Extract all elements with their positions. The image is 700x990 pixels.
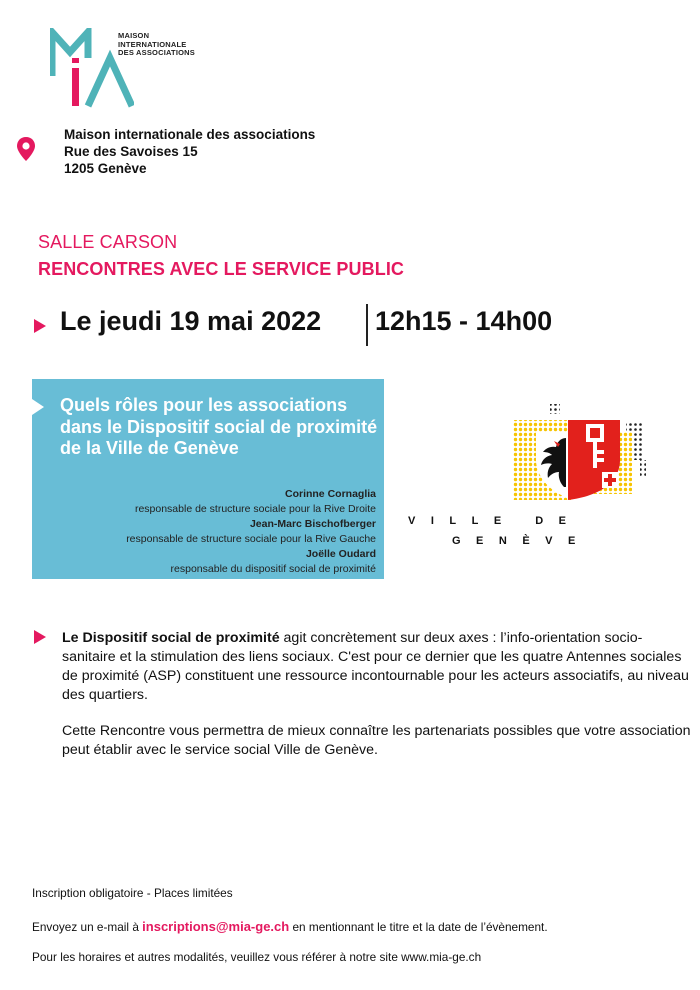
address-line-3: 1205 Genève <box>64 161 147 176</box>
address-line-2: Rue des Savoises 15 <box>64 144 198 159</box>
speaker-role: responsable de structure sociale pour la Rive Gauche <box>126 533 376 545</box>
org-name-line: DES ASSOCIATIONS <box>118 48 195 57</box>
location-pin-icon <box>16 136 36 162</box>
address-line-1: Maison internationale des associations <box>64 127 316 142</box>
partner-name-line-2: GENÈVE <box>452 535 591 547</box>
theme-title: Quels rôles pour les associations dans le Dispositif social de proximité de la Ville de Genève <box>60 395 378 458</box>
registration-notice: Inscription obligatoire - Places limitées <box>32 886 233 900</box>
ville-de-geneve-emblem-icon <box>508 402 652 506</box>
website-notice: Pour les horaires et autres modalités, veuillez vous référer à notre site www.mia-ge.ch <box>32 950 482 964</box>
description-paragraph-1 <box>62 629 692 705</box>
org-name-line: MAISON <box>118 31 150 40</box>
body-arrow-icon <box>34 630 46 644</box>
speaker-role: responsable de structure sociale pour la Rive Droite <box>134 503 376 515</box>
registration-email-link[interactable]: inscriptions@mia-ge.ch <box>142 919 290 934</box>
speaker-list <box>126 487 376 577</box>
description-bold-lead: Le Dispositif social de proximité <box>62 630 280 646</box>
series-title: RENCONTRES AVEC LE SERVICE PUBLIC <box>38 259 405 279</box>
description-text: agit concrètement sur deux axes : l’info-orientation socio-sanitaire et la stimulation des liens sociaux. C'est pour ce dernier que les quatre Antennes sociales de proximité (ASP) constituent une ressource incontournable pour les acteurs associatifs, au niveau des quartiers. <box>62 630 689 703</box>
speaker-name: Jean-Marc Bischofberger <box>249 518 376 530</box>
org-name-line: INTERNATIONALE <box>118 39 187 49</box>
event-date: Le jeudi 19 mai 2022 <box>60 306 322 336</box>
date-divider <box>366 304 368 346</box>
date-arrow-icon <box>34 319 46 333</box>
email-instructions <box>32 919 548 934</box>
speaker-name: Corinne Cornaglia <box>284 488 376 500</box>
venue-address <box>64 126 315 177</box>
email-instructions-prefix: Envoyez un e-mail à <box>32 920 143 934</box>
org-name <box>118 32 195 58</box>
room-name: SALLE CARSON <box>38 232 178 252</box>
speaker-name: Joëlle Oudard <box>305 548 376 560</box>
theme-arrow-icon <box>32 399 44 415</box>
speaker-role: responsable du dispositif social de proximité <box>170 563 376 575</box>
email-instructions-suffix: en mentionnant le titre et la date de l’évènement. <box>289 920 548 934</box>
event-time: 12h15 - 14h00 <box>375 306 553 336</box>
description-paragraph-2: Cette Rencontre vous permettra de mieux connaître les partenariats possibles que votre association peut établir avec le service social Ville de Genève. <box>62 723 691 758</box>
partner-name-line-1: VILLE DE <box>408 515 582 527</box>
